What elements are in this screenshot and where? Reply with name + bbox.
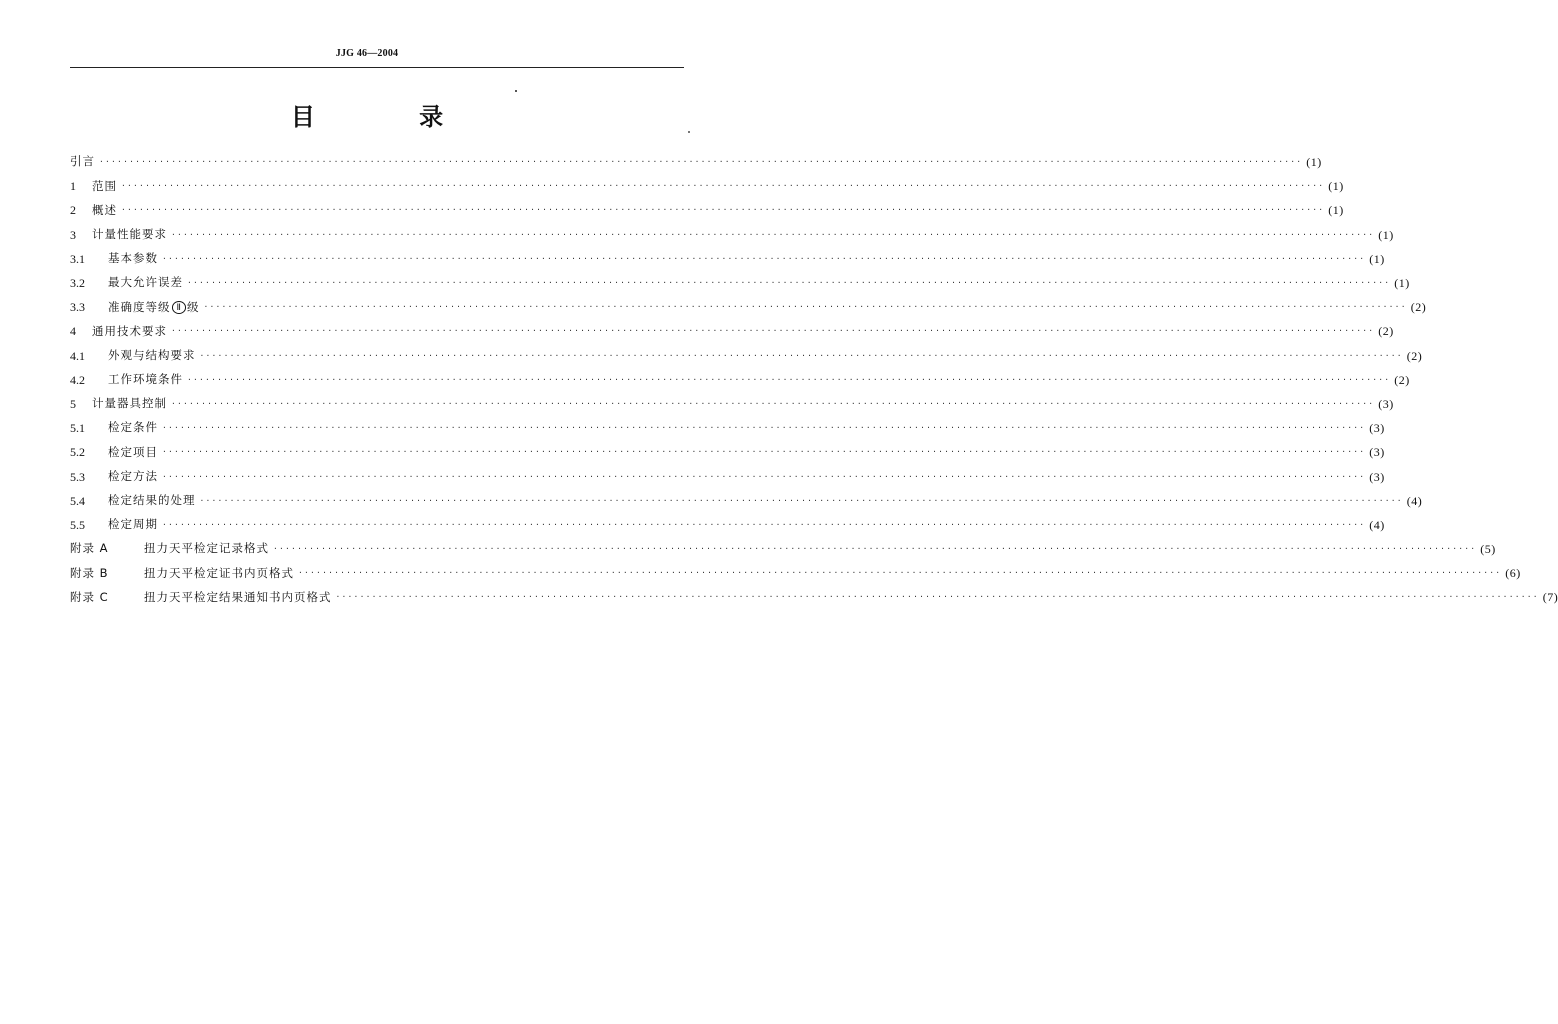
toc-entry-label: 引言 (70, 154, 95, 169)
toc-leader-dots: ········································································································································································································ (199, 495, 1403, 505)
header-rule (70, 67, 684, 68)
toc-entry-appendix-a[interactable] (70, 537, 1496, 561)
toc-leader-dots: ········································································································································································································ (171, 398, 1375, 408)
toc-leader-dots: ········································································································································································································ (171, 229, 1375, 239)
toc-entry-page: (4) (1406, 493, 1423, 508)
toc-leader-dots: ········································································································································································································ (187, 374, 1391, 384)
toc-entry-5-5[interactable] (70, 513, 1385, 537)
toc-entry-page: (3) (1378, 396, 1394, 411)
toc-entry-number: 5 (70, 396, 76, 411)
toc-leader-dots: ········································································································································································································ (162, 423, 1366, 433)
toc-entry-number: 5.5 (70, 517, 85, 532)
toc-entry-label: 检定周期 (108, 517, 158, 532)
toc-entry-label: 检定方法 (108, 468, 158, 483)
toc-entry-label: 扭力天平检定记录格式 (144, 541, 269, 556)
toc-entry-label: 外观与结构要求 (108, 347, 196, 362)
toc-leader-dots: ········································································································································································································ (162, 447, 1366, 457)
toc-entry-page: (6) (1505, 566, 1521, 581)
scan-speck (515, 90, 517, 92)
toc-entry-page: (1) (1328, 179, 1344, 194)
toc-entry-number: 3.2 (70, 276, 85, 291)
toc-leader-dots: ········································································································································································································ (335, 592, 1539, 602)
toc-entry-5-3[interactable] (70, 464, 1385, 488)
toc-entry-label: 工作环境条件 (108, 372, 183, 387)
toc-leader-dots: ········································································································································································································ (162, 253, 1366, 263)
toc-entry-page: (2) (1410, 300, 1427, 315)
toc-entry-appendix-b[interactable] (70, 561, 1521, 585)
toc-leader-dots: ········································································································································································································ (273, 544, 1477, 554)
toc-entry-label: 计量性能要求 (92, 226, 167, 241)
toc-entry-label: 最大允许误差 (108, 275, 183, 290)
toc-entry-number: 5.1 (70, 421, 85, 436)
toc-entry-label: 扭力天平检定证书内页格式 (144, 565, 294, 580)
toc-entry-5[interactable] (70, 392, 1394, 416)
toc-entry-page: (5) (1480, 542, 1496, 557)
toc-entry-4-2[interactable] (70, 368, 1410, 392)
toc-entry-page: (2) (1394, 372, 1410, 387)
toc-entry-page: (1) (1378, 227, 1394, 242)
toc-entry-number: 3 (70, 227, 76, 242)
toc-entry-5-2[interactable] (70, 440, 1385, 464)
toc-entry-label: 扭力天平检定结果通知书内页格式 (144, 589, 332, 604)
toc-entry-label: 检定项目 (108, 444, 158, 459)
toc-entry-5-1[interactable] (70, 416, 1385, 440)
toc-entry-number: 5.4 (70, 493, 85, 508)
toc-entry-page: (1) (1328, 203, 1344, 218)
toc-entry-label: 通用技术要求 (92, 323, 167, 338)
toc-entry-4[interactable] (70, 319, 1394, 343)
toc-entry-page: (2) (1406, 348, 1423, 363)
toc-entry-number: 4.2 (70, 372, 85, 387)
toc-entry-number: 4 (70, 324, 76, 339)
toc-entry-3[interactable] (70, 223, 1394, 247)
toc-entry-label: 基本参数 (108, 251, 158, 266)
toc-entry-number: 1 (70, 179, 76, 194)
toc-leader-dots: ········································································································································································································ (298, 568, 1502, 578)
toc-entry-3-1[interactable] (70, 247, 1385, 271)
toc-entry-label: 计量器具控制 (92, 396, 167, 411)
toc-entry-page: (1) (1394, 276, 1410, 291)
toc-leader-dots: ········································································································································································································ (99, 157, 1303, 167)
toc-entry-page: (2) (1378, 324, 1394, 339)
toc-entry-number: 附录 A (70, 541, 109, 556)
table-of-contents (70, 150, 1558, 610)
toc-entry-label: 范围 (92, 178, 117, 193)
document-code-header: JJG 46—2004 (335, 48, 399, 59)
toc-entry-page: (1) (1306, 155, 1322, 170)
toc-entry-page: (3) (1369, 421, 1385, 436)
toc-leader-dots: ········································································································································································································ (187, 278, 1391, 288)
toc-entry-page: (4) (1369, 517, 1385, 532)
toc-entry-4-1[interactable] (70, 344, 1423, 368)
toc-entry-label: 概述 (92, 202, 117, 217)
toc-entry-3-3[interactable] (70, 295, 1427, 319)
toc-entry-1[interactable] (70, 174, 1344, 198)
toc-entry-intro[interactable] (70, 150, 1322, 174)
page-title: 目 录 (290, 103, 492, 131)
toc-leader-dots: ········································································································································································································ (199, 350, 1403, 360)
toc-leader-dots: ········································································································································································································ (171, 326, 1375, 336)
toc-entry-label: 检定条件 (108, 420, 158, 435)
toc-entry-number: 5.2 (70, 445, 85, 460)
toc-entry-label-suffix: 级 (186, 299, 200, 314)
toc-leader-dots: ········································································································································································································ (121, 181, 1325, 191)
toc-entry-number: 2 (70, 203, 76, 218)
toc-entry-label-text: 准确度等级 (108, 299, 171, 314)
toc-entry-page: (7) (1542, 590, 1558, 605)
toc-leader-dots: ········································································································································································································ (162, 471, 1366, 481)
toc-entry-label: 检定结果的处理 (108, 492, 196, 507)
toc-entry-number: 4.1 (70, 348, 85, 363)
toc-entry-page: (1) (1369, 251, 1385, 266)
toc-entry-appendix-c[interactable] (70, 585, 1558, 609)
toc-entry-number: 3.3 (70, 300, 85, 315)
toc-entry-number: 附录 B (70, 565, 109, 580)
toc-entry-page: (3) (1369, 469, 1385, 484)
toc-leader-dots: ········································································································································································································ (121, 205, 1325, 215)
toc-entry-number: 附录 C (70, 589, 109, 604)
accuracy-class-circle-mark: Ⅱ (172, 301, 186, 314)
toc-entry-3-2[interactable] (70, 271, 1410, 295)
toc-entry-5-4[interactable] (70, 489, 1423, 513)
toc-leader-dots: ········································································································································································································ (203, 302, 1407, 312)
toc-entry-number: 5.3 (70, 469, 85, 484)
toc-entry-2[interactable] (70, 198, 1344, 222)
toc-entry-label (108, 301, 199, 314)
toc-entry-number: 3.1 (70, 251, 85, 266)
toc-leader-dots: ········································································································································································································ (162, 519, 1366, 529)
toc-entry-page: (3) (1369, 445, 1385, 460)
